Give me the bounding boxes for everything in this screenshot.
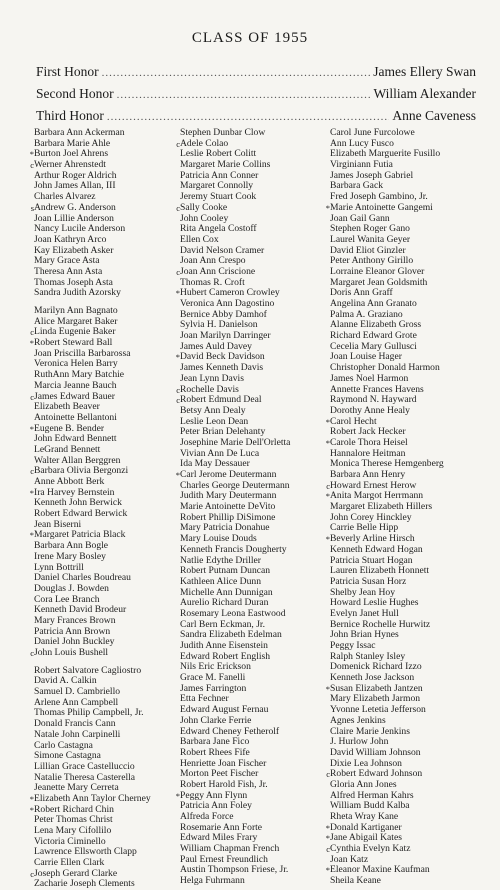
graduate-name-text: Alfred Herman Kahrs [330,789,414,801]
graduate-name-text: Stephen Roger Gano [330,223,410,235]
graduate-name-text: Richard Edward Grote [330,330,417,342]
graduate-name-text: Mary Frances Brown [34,614,116,626]
graduate-name-text: Michelle Ann Dunnigan [180,586,273,598]
name-column-3 [325,127,490,887]
graduate-name-text: Thomas R. Croft [180,276,245,288]
graduate-name-text: Robert Rhees Fife [180,746,250,758]
graduate-name-text: Kenneth Francis Dougherty [180,543,287,555]
name-marker: * [325,202,330,213]
graduate-name-text: Aurelio Richard Duran [180,597,269,609]
name-marker: * [175,790,180,801]
graduate-name-text: Natalie Theresa Casterella [34,771,136,783]
graduate-name-text: Joseph Gerard Clarke [34,867,118,879]
graduate-name-text: Helga Fuhrmann [180,875,245,887]
dot-leader [117,89,371,101]
graduate-name [34,879,194,890]
graduate-name-text: Arlene Ann Campbell [34,696,119,708]
name-marker: * [325,833,330,844]
graduate-name [180,876,340,887]
graduate-name-text: Joan Kathryn Arco [34,233,107,245]
graduate-name-text: John Cooley [180,212,229,224]
name-marker: c [176,384,180,395]
graduate-name-text: Barbara Jane Fico [180,736,250,748]
graduate-name-text: Lawrence Ellsworth Clapp [34,846,137,858]
graduate-name-text: Kenneth David Brodeur [34,604,127,616]
graduate-name-text: Judith Anne Eisenstein [180,640,268,651]
graduate-name-text: Edward Miles Frary [180,832,258,844]
graduate-name-text: Margaret Elizabeth Hillers [330,501,433,513]
graduate-name-text: Carl Jerome Deutermann [180,469,277,480]
graduate-name-text: Charles George Deutermann [180,479,290,491]
name-marker: c [30,391,34,402]
page-title: CLASS OF 1955 [191,30,309,46]
graduate-name-text: Edward Robert English [180,650,271,662]
graduate-name-text: Austin Thompson Friese, Jr. [180,864,289,876]
graduate-name-text: Patricia Susan Horz [330,575,407,587]
graduate-name-text: Margaret Marie Collins [180,159,271,171]
graduate-name-text: William Chapman French [180,843,280,855]
graduate-name-text: Lena Mary Cifollilo [34,825,112,836]
graduate-name-text: Barbara Marie Ahle [34,137,111,149]
graduate-name-text: Cora Lee Branch [34,593,100,605]
name-marker: c [30,327,34,338]
graduate-name-text: Mary Elizabeth Jarmon [330,693,421,705]
graduate-name-text: Hannalore Heitman [330,447,406,459]
graduate-name-text: Margaret Patricia Black [34,529,126,541]
graduate-name-text: Rosemary Leona Eastwood [180,607,286,619]
graduate-name-text: Patricia Ann Brown [34,625,111,637]
graduate-name-text: Patricia Ann Conner [180,169,259,181]
name-marker: * [29,338,34,349]
graduate-name-text: Robert Edward Johnson [330,768,423,780]
graduate-name-text: Ellen Cox [180,233,219,245]
graduate-name-text: Morton Peet Fischer [180,768,259,780]
graduate-name-text: Yvonne Letetia Jefferson [330,704,426,716]
graduate-name-text: Carol Hecht [330,415,377,427]
graduate-name-text: Monica Therese Hemgenberg [330,458,444,470]
graduate-name-text: Edward Cheney Fetherolf [180,725,280,737]
graduate-name-text: Evelyn Janet Hull [330,607,399,619]
graduate-name-text: Ida May Dessauer [180,458,250,470]
graduate-name-text: Ralph Stanley Isley [330,650,406,662]
graduate-name-text: RuthAnn Mary Batchie [34,369,125,381]
graduate-name-text: Andrew G. Anderson [34,201,116,213]
graduate-name-text: Robert Edmund Deal [180,394,262,406]
name-column-2 [175,127,340,887]
graduate-name-text: Thomas Philip Campbell, Jr. [34,707,144,719]
graduate-name-text: Barbara Gack [330,180,383,192]
graduate-name-text: William Budd Kalba [330,800,410,812]
graduate-name-text: Peter Brian Delehanty [180,426,266,438]
graduate-name-text: Leslie Leon Dean [180,415,249,427]
graduate-name-text: Rheta Wray Kane [330,811,399,822]
name-marker: c [30,466,34,477]
name-column-1 [29,127,194,890]
graduate-name-text: David Beck Davidson [180,351,265,363]
graduate-name-text: Lauren Elizabeth Honnett [330,565,430,577]
honor-name: Anne Caveness [392,108,476,123]
graduate-name-text: Etta Fechner [180,693,229,705]
name-marker: * [29,530,34,541]
graduate-name-text: David Nelson Cramer [180,244,265,256]
graduate-name-text: Angelina Ann Granato [330,298,417,309]
graduate-name-text: Sally Cooke [180,201,228,213]
graduate-name-text: Cynthia Evelyn Katz [330,843,411,855]
graduate-name-text: Jeanette Mary Cerreta [34,782,119,794]
graduate-name-text: Palma A. Graziano [330,308,403,320]
graduate-name-text: John Brian Hynes [330,629,399,641]
graduate-name-text: Dixie Lea Johnson [330,757,402,769]
graduate-name-text: David A. Calkin [34,675,97,687]
graduate-name-text: Mary Patricia Donahue [180,522,270,534]
graduate-name-text: Mary Grace Asta [34,255,100,267]
graduate-name-text: Shelby Jean Hoy [330,586,396,598]
graduate-name-text: Paul Ernest Freundlich [180,853,268,865]
honor-line-first [36,64,476,84]
graduate-name-text: Veronica Ann Dagostino [180,298,275,309]
graduate-name-text: Nancy Lucile Anderson [34,223,126,235]
graduate-name-text: LeGrand Bennett [34,443,101,455]
name-marker: c [30,868,34,879]
graduate-name-text: Rosemarie Ann Forte [180,821,263,833]
graduate-name-text: Burton Joel Ahrens [34,148,109,160]
graduate-name-text: David Eliot Ginzler [330,244,406,256]
graduate-name-text: Kenneth John Berwick [34,497,122,509]
graduate-name-text: Patricia Ann Foley [180,800,252,812]
name-marker: c [176,138,180,149]
graduate-name-text: Elizabeth Ann Taylor Cherney [34,792,151,804]
graduate-name-text: James Noel Harmon [330,372,409,384]
graduate-name-text: Daniel John Buckley [34,636,115,648]
graduate-name-text: Hubert Cameron Crowley [180,287,280,299]
name-marker: * [325,683,330,694]
graduate-name-text: Kenneth Jose Jackson [330,672,415,684]
graduate-name-text: Virginiann Futia [330,159,393,171]
honor-label: Second Honor [36,86,114,101]
graduate-name-text: Margaret Jean Goldsmith [330,276,428,288]
name-marker: * [29,804,34,815]
graduate-name-text: Anne Abbott Berk [34,476,105,487]
graduate-name-text: Agnes Jenkins [330,714,386,726]
graduate-name-text: Jeremy Stuart Cook [180,191,257,203]
graduate-name-text: Douglas J. Bowden [34,582,109,594]
graduate-name-text: Linda Eugenie Baker [34,326,116,338]
graduate-name-text: Robert Jack Hecker [330,426,406,438]
graduate-name [330,876,490,887]
graduate-name-text: Robert Harold Fish, Jr. [180,778,268,790]
graduate-name-text: Irene Mary Bosley [34,550,106,562]
graduate-name-text: Alanne Elizabeth Gross [330,319,422,331]
graduate-name-text: John Edward Bennett [34,433,117,445]
graduate-name-text: John Clarke Ferrie [180,714,252,726]
graduate-name-text: Arthur Roger Aldrich [34,169,117,181]
honor-label: First Honor [36,64,99,79]
graduate-name-text: Eugene B. Bender [34,422,105,434]
name-marker: * [325,534,330,545]
graduate-name-text: Ira Harvey Bernstein [34,486,115,498]
honor-name: William Alexander [373,86,476,101]
graduate-name-text: Ann Lucy Fusco [330,137,394,149]
graduate-name-text: J. Hurlow John [330,736,389,748]
graduate-name-text: Howard Leslie Hughes [330,597,419,609]
graduate-name-text: Sandra Elizabeth Edelman [180,629,282,641]
graduate-name-text: Eleanor Maxine Kaufman [330,864,430,876]
graduate-name-text: Charles Alvarez [34,191,96,203]
name-marker: * [325,416,330,427]
graduate-name-text: John James Allan, III [34,180,116,192]
graduate-name-text: Marilyn Ann Bagnato [34,305,118,316]
graduate-name-text: Rochelle Davis [180,383,239,395]
name-marker: c [30,160,34,171]
graduate-name-text: Joan Ann Crespo [180,255,246,267]
graduate-name-text: Lynn Bottrill [34,561,84,573]
graduate-name-text: Howard Ernest Herow [330,479,417,491]
graduate-name-text: Robert Phillip DiSimone [180,511,276,523]
honor-line-third [36,108,476,128]
graduate-name-text: Margaret Connolly [180,180,254,192]
graduate-name-text: Joan Lillie Anderson [34,212,114,224]
graduate-name-text: Carole Thora Heisel [330,436,408,448]
graduate-name-text: Lorraine Eleanor Glover [330,265,425,277]
graduate-name-text: James Joseph Gabriel [330,169,414,181]
graduate-name-text: Marcia Jeanne Bauch [34,379,117,391]
name-marker: c [176,202,180,213]
graduate-name-text: Robert Steward Ball [34,337,113,349]
name-marker: * [29,149,34,160]
graduate-name-text: Fred Joseph Gambino, Jr. [330,191,428,203]
graduate-name-text: James Auld Davey [180,340,252,352]
graduate-name-text: David William Johnson [330,746,421,758]
graduate-name-text: Jane Abigail Kates [330,832,402,844]
graduate-name-text: Joan Priscilla Barbarossa [34,347,131,359]
honor-name: James Ellery Swan [373,64,476,79]
name-marker: * [175,352,180,363]
graduate-name-text: Leslie Robert Colitt [180,148,257,160]
graduate-name-text: Gloria Ann Jones [330,778,397,790]
graduate-name-text: Mary Louise Douds [180,533,257,545]
graduate-name-text: Patricia Stuart Hogan [330,554,413,566]
graduate-name-text: Domenick Richard Izzo [330,661,422,673]
graduate-name-text: Elizabeth Marguerite Fusillo [330,148,441,160]
graduate-name-text: Kenneth Edward Hogan [330,543,423,555]
graduate-name-text: Barbara Olivia Bergonzi [34,465,129,477]
graduate-name-text: Sheila Keane [330,875,381,887]
name-marker: * [325,865,330,876]
name-marker: s [30,202,34,213]
graduate-name-text: Carl Bern Eckman, Jr. [180,618,265,630]
graduate-name-text: Judith Mary Deutermann [180,490,277,502]
graduate-name-text: Elizabeth Beaver [34,401,100,413]
name-marker: * [325,822,330,833]
graduate-name-text: Walter Allan Berggren [34,454,121,466]
graduate-name-text: Joan Louise Hager [330,351,402,363]
graduate-name-text: Marie Antoinette Gangemi [330,201,433,213]
graduate-name-text: Simone Castagna [34,750,101,762]
graduate-name-text: Grace M. Fanelli [180,672,246,684]
name-marker: c [176,266,180,277]
graduate-name-text: James Kenneth Davis [180,362,264,374]
graduate-name-text: Robert Richard Chin [34,803,114,815]
name-marker: c [176,395,180,406]
graduate-name-text: Werner Ahrenstedt [34,159,106,171]
graduate-name-text: Alice Margaret Baker [34,315,118,327]
graduate-name-text: Natale John Carpinelli [34,728,121,740]
graduate-name-text: Theresa Ann Asta [34,265,103,277]
graduate-name-text: Kathleen Alice Dunn [180,575,261,587]
graduate-name-text: Carlo Castagna [34,739,93,751]
graduate-name-text: Donald Francis Cann [34,718,116,730]
graduate-name-text: Bernice Rochelle Hurwitz [330,618,431,630]
graduate-name-text: Joan Ann Criscione [180,265,256,277]
graduate-name-text: Carrie Belle Hipp [330,522,399,534]
graduate-name-text: Victoria Ciminello [34,835,106,847]
graduate-name-text: Robert Putnam Duncan [180,565,271,577]
graduate-name-text: Joan Marilyn Darringer [180,330,271,342]
graduate-name-text: Vivian Ann De Luca [180,447,260,459]
graduate-name-text: Anita Margot Herrmann [330,490,424,502]
graduate-name-text: Jean Biserni [34,518,82,530]
graduate-name-text: Joan Gail Gann [330,212,390,224]
graduate-name-text: Zacharie Joseph Clements [34,878,135,890]
name-marker: * [29,423,34,434]
graduate-name-text: John Louis Bushell [34,647,109,658]
graduate-name-text: Annette Frances Havens [330,383,424,395]
dot-leader [102,67,371,79]
graduate-name-text: Betsy Ann Dealy [180,404,246,416]
graduate-name-text: Edward August Fernau [180,704,269,716]
graduate-name-text: Bernice Abby Damhof [180,308,267,320]
graduate-name-text: Adele Colao [180,137,229,149]
graduate-name-text: Barbara Ann Ackerman [34,127,125,138]
graduate-name-text: Donald Kartiganer [330,821,402,833]
graduate-name-text: John Corey Hinckley [330,511,412,523]
name-marker: * [175,288,180,299]
graduate-name-text: Robert Salvatore Cagliostro [34,664,142,676]
graduate-name-text: Beverly Arline Hirsch [330,533,415,545]
graduate-name-text: Daniel Charles Boudreau [34,572,131,584]
graduate-name-text: James Edward Bauer [34,390,115,402]
name-marker: * [325,491,330,502]
graduate-name-text: Henriette Joan Fischer [180,757,267,769]
honor-line-second [36,86,476,106]
graduate-name-text: Samuel D. Cambriello [34,686,121,698]
graduate-name-text: Stephen Dunbar Clow [180,127,266,138]
graduate-name-text: Barbara Ann Bogle [34,540,109,552]
graduate-name-text: Carol June Furcolowe [330,127,415,138]
name-marker: * [29,793,34,804]
graduate-name-text: Alfreda Force [180,811,234,822]
graduate-name-text: Susan Elizabeth Jantzen [330,682,423,694]
graduate-name-text: Lillian Grace Castelluccio [34,760,135,772]
graduate-name-text: Rita Angela Costoff [180,223,257,235]
graduate-name [30,647,194,659]
graduate-name-text: Nils Eric Erickson [180,661,251,673]
graduate-name-text: Peggy Ann Flynn [180,789,248,801]
graduate-name-text: Sandra Judith Azorsky [34,287,121,299]
graduate-name-text: Christopher Donald Harmon [330,362,440,374]
graduate-name-text: James Farrington [180,682,247,694]
graduate-name-text: Sylvia H. Danielson [180,319,258,331]
graduate-name-text: Doris Ann Graff [330,287,393,299]
name-marker: c [326,769,330,780]
graduate-name-text: Joan Katz [330,853,369,865]
graduate-name-text: Carrie Ellen Clark [34,857,105,869]
dot-leader [107,111,390,123]
name-marker: c [326,480,330,491]
graduate-name-text: Peggy Issac [330,640,376,651]
graduate-name-text: Thomas Joseph Asta [34,276,113,288]
graduate-name-text: Cecelia Mary Gullusci [330,340,417,352]
graduate-name-text: Laurel Wanita Geyer [330,233,411,245]
graduate-name-text: Marie Antoinette DeVito [180,501,276,513]
graduate-name-text: Peter Anthony Girillo [330,255,414,267]
honor-label: Third Honor [36,108,104,123]
graduate-name-text: Peter Thomas Christ [34,814,113,826]
name-marker: * [325,437,330,448]
graduate-name-text: Jean Lynn Davis [180,372,244,384]
name-marker: * [175,470,180,480]
name-marker: * [29,487,34,498]
graduate-name-text: Dorothy Anne Healy [330,404,410,416]
graduate-name-text: Josephine Marie Dell'Orletta [180,436,291,448]
graduate-name-text: Barbara Ann Henry [330,469,406,480]
graduate-name-text: Antoinette Bellantoni [34,411,117,423]
graduate-name-text: Robert Edward Berwick [34,508,128,520]
name-marker: c [30,648,34,658]
graduate-name-text: Veronica Helen Barry [34,358,118,370]
name-marker: c [326,844,330,855]
graduate-name-text: Kay Elizabeth Asker [34,244,114,256]
graduate-name [34,288,194,299]
graduate-name-text: Raymond N. Hayward [330,394,417,406]
graduate-name-text: Claire Marie Jenkins [330,725,410,737]
graduate-name-text: Natlie Edythe Driller [180,554,261,566]
